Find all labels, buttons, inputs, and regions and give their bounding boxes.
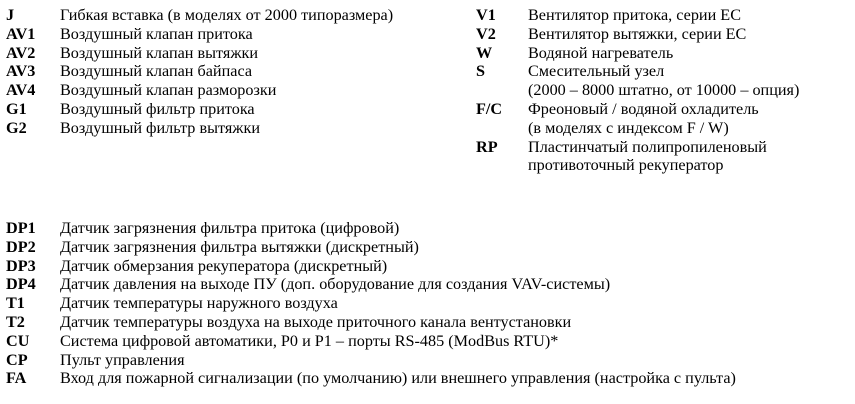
- legend-description: Воздушный клапан вытяжки: [60, 43, 259, 62]
- legend-description: Воздушный клапан байпаса: [60, 62, 253, 81]
- legend-description: Вентилятор вытяжки, серии ЕС: [528, 24, 747, 43]
- legend-description: Воздушный фильтр вытяжки: [60, 118, 260, 137]
- legend-description: Водяной нагреватель: [528, 43, 674, 62]
- legend-description: Пульт управления: [60, 350, 185, 369]
- legend-code: DP1: [6, 219, 36, 237]
- legend-description: Датчик обмерзания рекуператора (дискретный): [60, 256, 388, 275]
- legend-code: FA: [6, 369, 27, 388]
- legend-code: CU: [6, 331, 30, 350]
- legend-code: AV4: [6, 81, 36, 100]
- legend-code: DP3: [6, 256, 36, 275]
- legend-description: Вентилятор притока, серии ЕС: [528, 6, 741, 24]
- legend-code: G2: [6, 118, 27, 137]
- legend-code: T2: [6, 312, 25, 331]
- legend-description: Гибкая вставка (в моделях от 2000 типоразмера): [60, 6, 394, 24]
- legend-code: W: [476, 43, 493, 62]
- legend-code: S: [476, 62, 486, 81]
- legend-code: CP: [6, 350, 28, 369]
- legend-code: AV1: [6, 24, 36, 43]
- legend-description: Датчик температуры наружного воздуха: [60, 294, 338, 313]
- legend-code: DP4: [6, 275, 36, 294]
- legend-code: V1: [476, 6, 496, 24]
- legend-description: Датчик загрязнения фильтра притока (цифровой): [60, 219, 400, 237]
- legend-description: Датчик давления на выходе ПУ (доп. оборудование для создания VAV-системы): [60, 275, 611, 294]
- legend-description: Воздушный клапан притока: [60, 24, 253, 43]
- legend-code: J: [6, 6, 15, 24]
- legend-description: Воздушный клапан разморозки: [60, 81, 277, 100]
- legend-description: Смесительный узел: [528, 62, 665, 81]
- legend-code: F/C: [476, 99, 503, 118]
- legend-description: Фреоновый / водяной охладитель: [528, 99, 759, 118]
- legend-code: V2: [476, 24, 496, 43]
- legend-code: RP: [476, 137, 498, 156]
- legend-code: AV2: [6, 43, 36, 62]
- legend-description: (в моделях с индексом F / W): [528, 118, 729, 137]
- legend-code: T1: [6, 294, 25, 313]
- legend-code: G1: [6, 99, 27, 118]
- legend-description: Воздушный фильтр притока: [60, 99, 255, 118]
- legend-description: противоточный рекуператор: [528, 156, 724, 175]
- legend-description: Датчик температуры воздуха на выходе приточного канала вентустановки: [60, 312, 572, 331]
- legend-description: Вход для пожарной сигнализации (по умолчанию) или внешнего управления (настройка с пульта): [60, 369, 736, 388]
- legend-code: AV3: [6, 62, 36, 81]
- legend-code: DP2: [6, 237, 36, 256]
- legend-description: Пластинчатый полипропиленовый: [528, 137, 767, 156]
- legend-description: Система цифровой автоматики, P0 и P1 – порты RS-485 (ModBus RTU)*: [60, 331, 559, 350]
- legend-description: Датчик загрязнения фильтра вытяжки (дискретный): [60, 237, 419, 256]
- legend-description: (2000 – 8000 штатно, от 10000 – опция): [528, 81, 800, 100]
